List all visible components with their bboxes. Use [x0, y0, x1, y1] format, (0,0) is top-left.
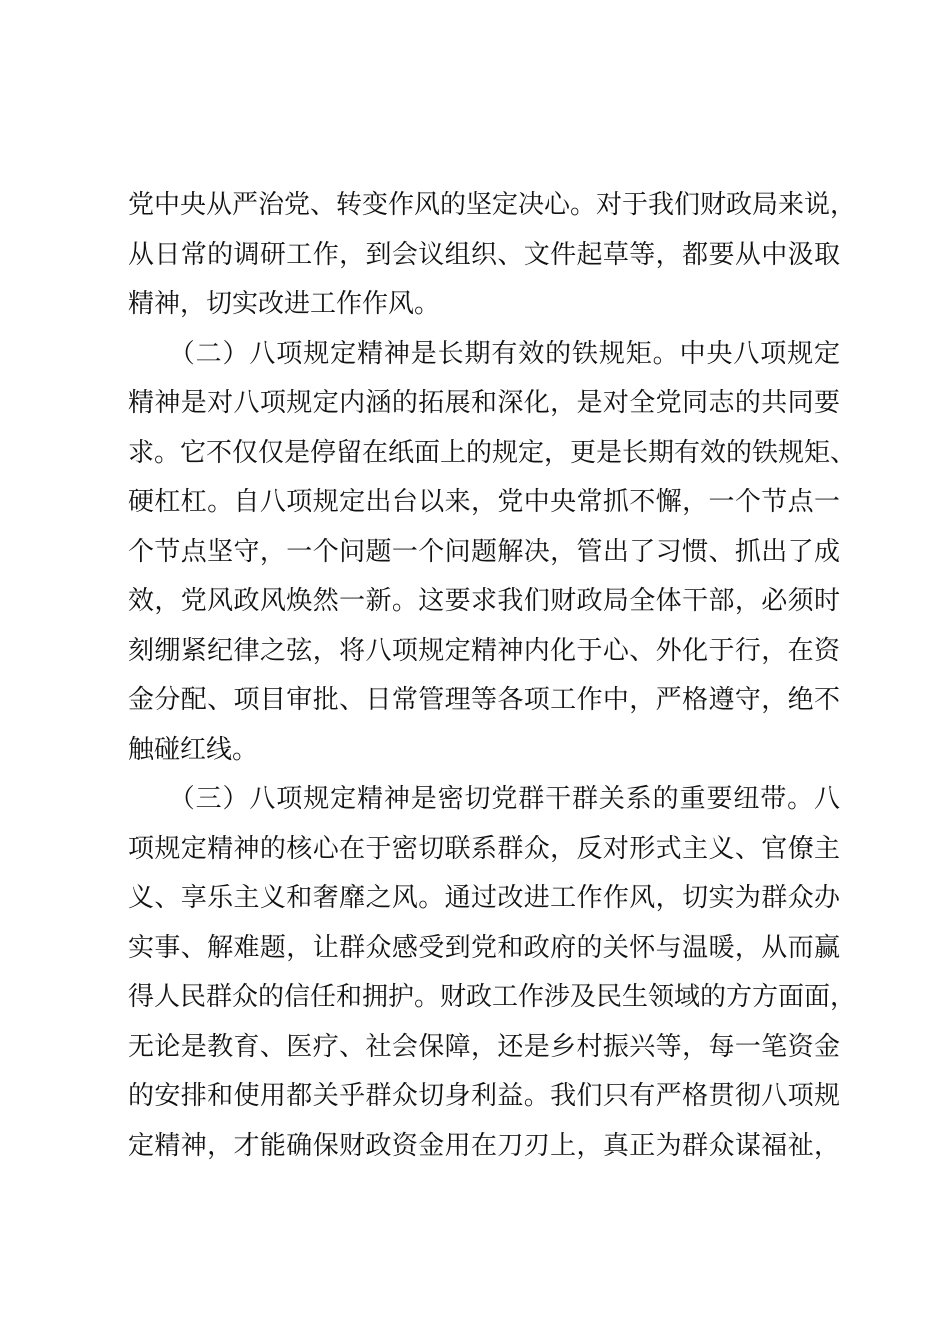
- text-line: 得人民群众的信任和拥护。财政工作涉及民生领域的方方面面，: [128, 982, 857, 1012]
- text-line: 定精神，才能确保财政资金用在刀刃上，真正为群众谋福祉，: [128, 1130, 840, 1161]
- text-line: （二）八项规定精神是长期有效的铁规矩。中央八项规定: [128, 338, 840, 369]
- text-line: 精神，切实改进工作作风。: [128, 289, 441, 319]
- paragraph-3: [128, 775, 857, 1171]
- text-line: 求。它不仅仅是停留在纸面上的规定，更是长期有效的铁规矩、: [128, 437, 857, 468]
- text-line: （三）八项规定精神是密切党群干群关系的重要纽带。八: [128, 784, 840, 814]
- text-line: 触碰红线。: [128, 734, 259, 765]
- body-text: [128, 181, 857, 1171]
- text-line: 刻绷紧纪律之弦，将八项规定精神内化于心、外化于行，在资: [128, 635, 840, 666]
- paragraph-1: [128, 181, 857, 330]
- text-line: 实事、解难题，让群众感受到党和政府的关怀与温暖，从而赢: [128, 932, 840, 963]
- text-line: 从日常的调研工作，到会议组织、文件起草等，都要从中汲取: [128, 239, 840, 270]
- text-line: 精神是对八项规定内涵的拓展和深化，是对全党同志的共同要: [128, 388, 840, 418]
- text-line: 金分配、项目审批、日常管理等各项工作中，严格遵守，绝不: [128, 685, 840, 715]
- text-line: 党中央从严治党、转变作风的坚定决心。对于我们财政局来说，: [128, 190, 857, 220]
- paragraph-2: [128, 330, 857, 776]
- text-line: 义、享乐主义和奢靡之风。通过改进工作作风，切实为群众办: [128, 883, 840, 913]
- text-line: 的安排和使用都关乎群众切身利益。我们只有严格贯彻八项规: [128, 1081, 840, 1111]
- text-line: 个节点坚守，一个问题一个问题解决，管出了习惯、抓出了成: [128, 536, 840, 567]
- text-line: 效，党风政风焕然一新。这要求我们财政局全体干部，必须时: [128, 586, 840, 616]
- text-line: 硬杠杠。自八项规定出台以来，党中央常抓不懈，一个节点一: [128, 487, 840, 517]
- text-line: 无论是教育、医疗、社会保障，还是乡村振兴等，每一笔资金: [128, 1031, 840, 1062]
- text-line: 项规定精神的核心在于密切联系群众，反对形式主义、官僚主: [128, 833, 840, 864]
